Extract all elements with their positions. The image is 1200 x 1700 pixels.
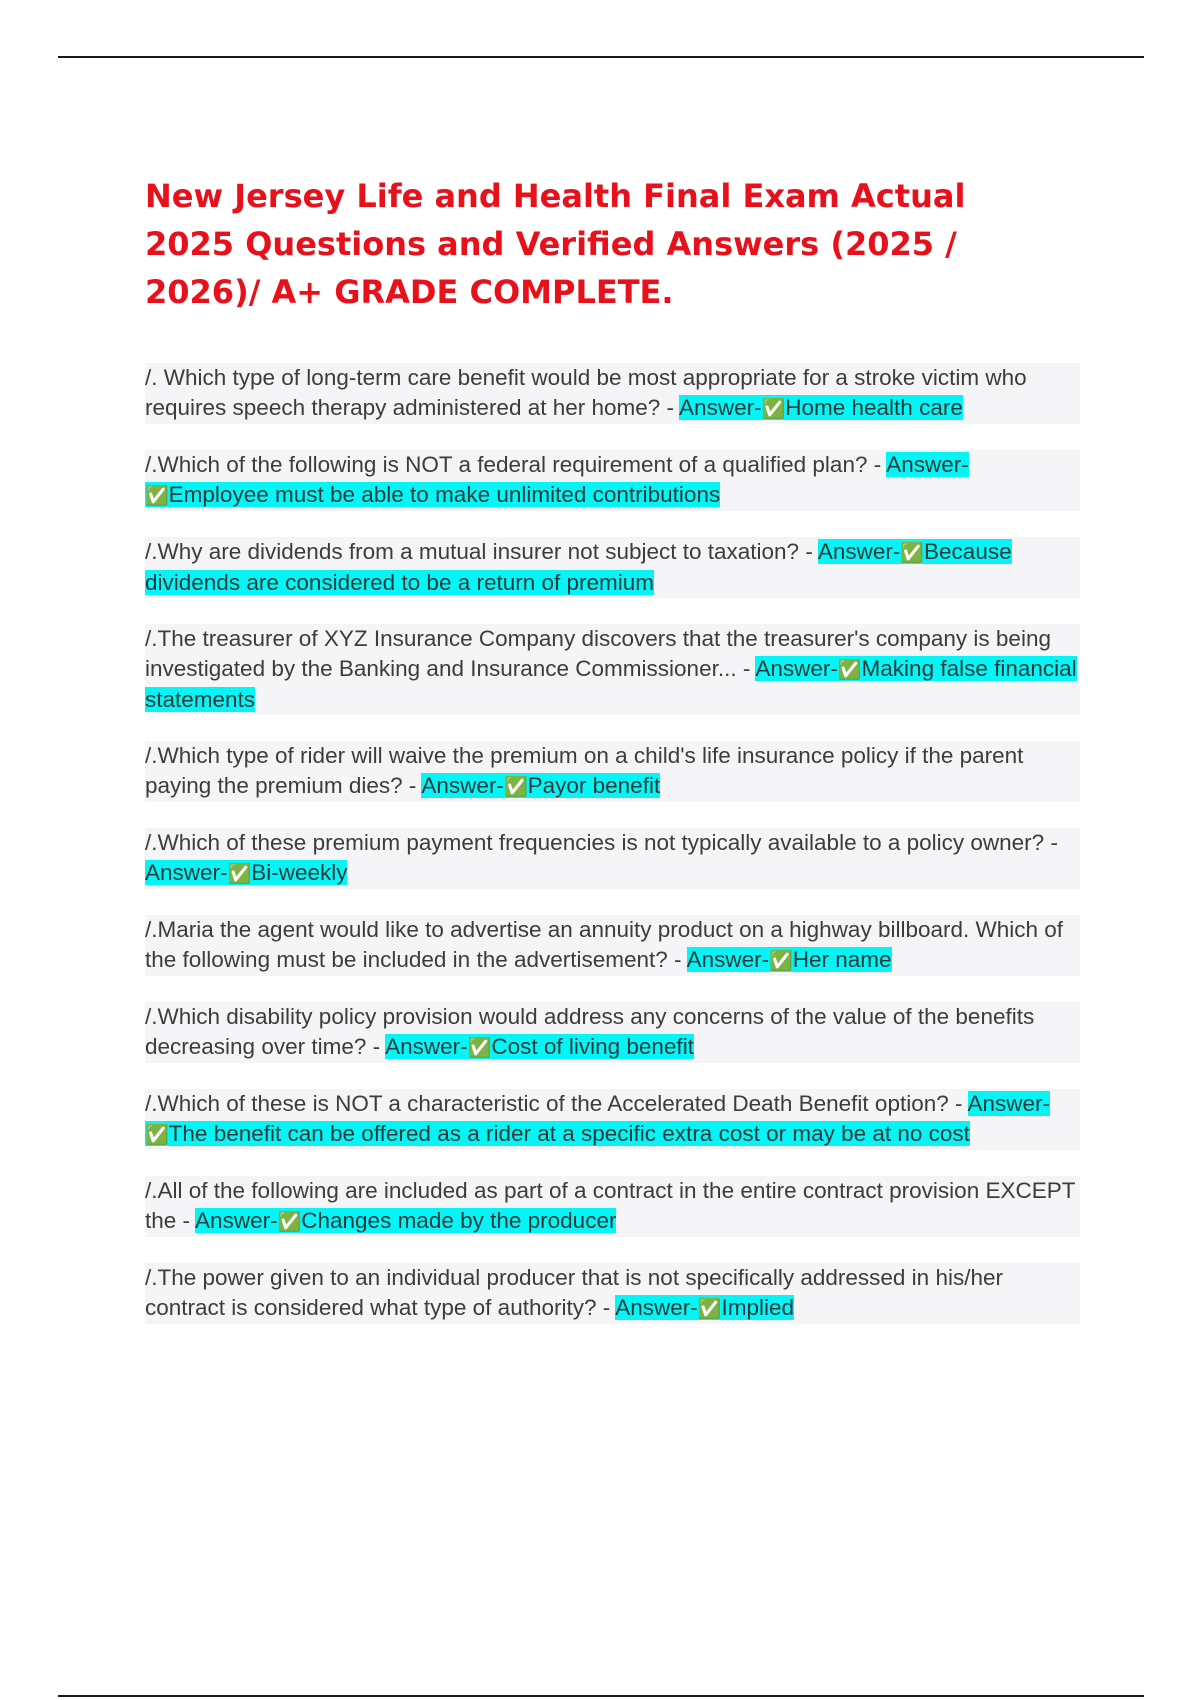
answer-prefix: Answer- [755,656,838,681]
answer-text: Cost of living benefit [491,1034,694,1059]
answer-highlight [145,860,347,885]
answer-highlight [421,773,660,798]
qa-item [145,741,1080,802]
check-icon: ✅ [900,542,925,564]
check-icon: ✅ [769,950,793,972]
qa-item [145,450,1080,511]
answer-prefix: Answer- [967,1091,1051,1116]
qa-item [145,1176,1080,1237]
check-icon: ✅ [467,1037,492,1059]
check-icon: ✅ [145,485,169,507]
answer-prefix: Answer- [686,947,770,972]
answer-highlight [615,1295,794,1320]
question-text: /.Which of these premium payment frequencies is not typically available to a policy owner? - [145,830,1058,855]
answer-highlight [385,1034,694,1059]
question-text: /.Why are dividends from a mutual insurer not subject to taxation? - [145,539,818,564]
question-text: /.All of the following are included as part of a contract in the entire contract provision EXCEPT the - [145,1178,1076,1233]
qa-item [145,1002,1080,1063]
answer-text: Her name [792,947,892,972]
qa-item [145,828,1080,889]
answer-text: Changes made by the producer [301,1208,617,1233]
answer-text: The benefit can be offered as a rider at a specific extra cost or may be at no cost [168,1121,970,1146]
question-text: /.The power given to an individual producer that is not specifically addressed in his/her contract is considered what type of authority? - [145,1265,1003,1320]
question-text: /.Which disability policy provision would address any concerns of the value of the benefits decreasing over time? - [145,1004,1035,1059]
qa-item [145,915,1080,976]
question-text: /.Which of these is NOT a characteristic of the Accelerated Death Benefit option? - [145,1091,968,1116]
check-icon: ✅ [697,1298,722,1320]
question-text: /.The treasurer of XYZ Insurance Company discovers that the treasurer's company is being investigated by the Banking and Insurance Commissioner... - [145,626,1051,681]
answer-text: Making false financial statements [145,656,1077,712]
answer-prefix: Answer- [886,452,969,477]
qa-item [145,1089,1080,1150]
question-text: /.Which of the following is NOT a federal requirement of a qualified plan? - [145,452,887,477]
answer-prefix: Answer- [421,773,504,798]
top-rule [58,56,1144,58]
answer-prefix: Answer- [679,395,762,420]
answer-prefix: Answer- [145,860,228,885]
answer-highlight [679,395,963,420]
answer-prefix: Answer- [817,539,901,564]
check-icon: ✅ [227,863,252,885]
answer-text: Payor benefit [527,773,661,798]
answer-text: Employee must be able to make unlimited contributions [168,482,721,507]
question-text: /. Which type of long-term care benefit would be most appropriate for a stroke victim who requires speech therapy administered at her home? - [145,365,1027,420]
check-icon: ✅ [145,1124,169,1146]
answer-prefix: Answer- [615,1295,698,1320]
answer-text: Because dividends are considered to be a return of premium [145,539,1012,595]
qa-item [145,624,1080,715]
answer-highlight [195,1208,616,1233]
answer-text: Home health care [785,395,963,420]
qa-item [145,363,1080,424]
answer-highlight [687,947,892,972]
question-text: /.Maria the agent would like to advertise an annuity product on a highway billboard. Which of the following must be included in the advertisement? - [145,917,1064,972]
qa-item [145,1263,1080,1324]
document-title: New Jersey Life and Health Final Exam Actual 2025 Questions and Verified Answers (2025 / 2026)/ A+ GRADE COMPLETE. [145,177,966,311]
qa-item [145,537,1080,598]
check-icon: ✅ [761,398,786,420]
check-icon: ✅ [837,659,862,681]
check-icon: ✅ [277,1211,302,1233]
answer-prefix: Answer- [385,1034,468,1059]
bottom-rule [58,1695,1144,1697]
answer-prefix: Answer- [195,1208,278,1233]
qa-list [145,363,1080,1350]
answer-text: Bi-weekly [251,860,348,885]
check-icon: ✅ [503,776,528,798]
question-text: /.Which type of rider will waive the premium on a child's life insurance policy if the parent paying the premium dies? - [145,743,1024,798]
answer-text: Implied [721,1295,794,1320]
